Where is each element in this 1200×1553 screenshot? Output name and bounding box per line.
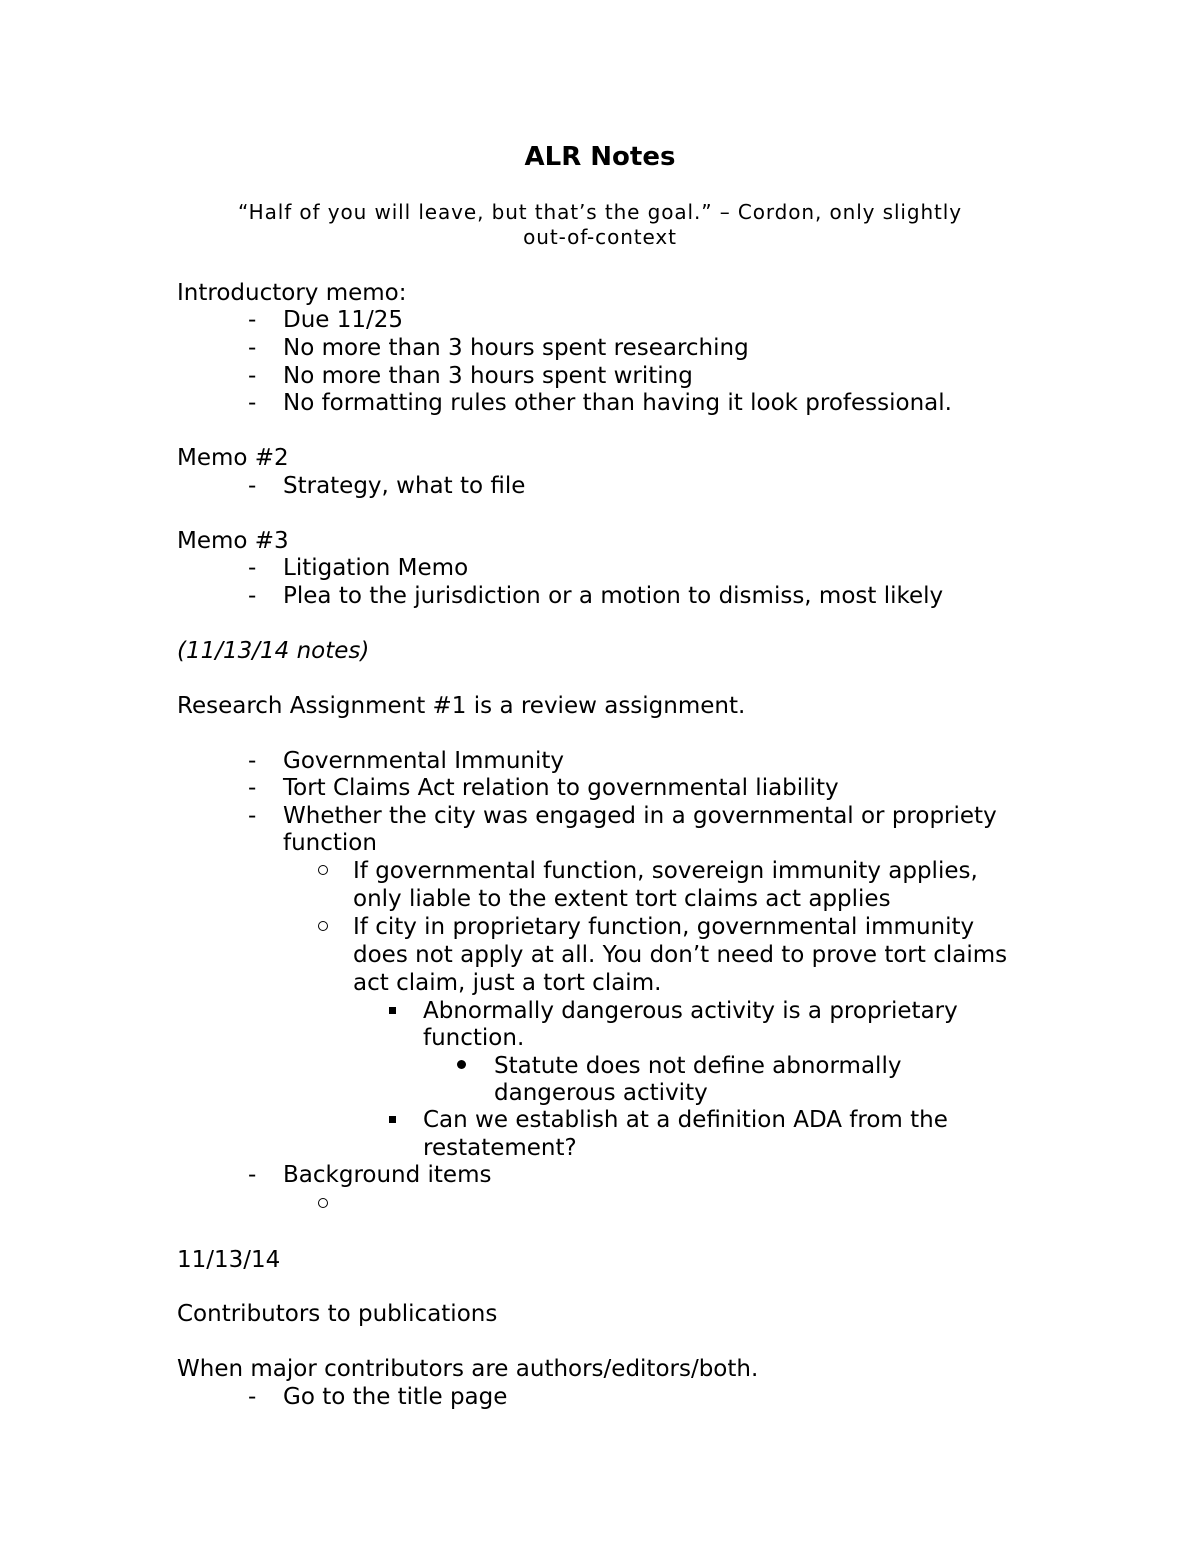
circle-bullet-icon (318, 1198, 328, 1208)
dot-bullet-icon (457, 1060, 466, 1069)
document-page: ALR Notes “Half of you will leave, but that’s the goal.” – Cordon, only slightly out-of-context Introductory memo: - Due 11/25 - No more than 3 hours spent researching - No more than 3 hours spent writing - No formatting rules other than having it look professional. Memo #2 - Strategy, what to file Memo #3 - Litigation Memo - Plea to the jurisdiction or a motion to dismiss, most likely (11/13/14 notes) Research Assignment #1 is a review assignment. - Governmental Immunity - Tort Claims Act relation to governmental liability - Whether the city was engaged in a governmental or propriety function If governmental function, sovereign immunity applies, only liable to the extent tort claims act applies If city in proprietary function, governmental immunity does not apply at all. You don’t need to prove tort claims act claim, just a tort claim. Abnormally dangerous activity is a proprietary function. Statute does not define abnormally dangerous activity Can we establish at a definition ADA from the restatement? - Background items 11/13/14 Contributors to publications When major contributors are authors/editors/both. - Go to the title page (0, 0, 1200, 1553)
dash-marker: - (248, 748, 257, 774)
circle-bullet-icon (318, 921, 328, 931)
dash-marker: - (248, 803, 257, 829)
dash-marker: - (248, 363, 257, 389)
dash-marker: - (248, 307, 257, 333)
dash-marker: - (248, 1384, 257, 1410)
dash-marker: - (248, 583, 257, 609)
quote-line-2: out-of-context (523, 225, 677, 249)
square-bullet-icon (389, 1007, 396, 1014)
dash-marker: - (248, 390, 257, 416)
dash-marker: - (248, 1162, 257, 1188)
circle-bullet-icon (318, 865, 328, 875)
page-title: ALR Notes (524, 142, 676, 172)
dash-marker: - (248, 775, 257, 801)
dash-marker: - (248, 473, 257, 499)
square-bullet-icon (389, 1116, 396, 1123)
dash-marker: - (248, 555, 257, 581)
dash-marker: - (248, 335, 257, 361)
quote-line-1: “Half of you will leave, but that’s the goal.” – Cordon, only slightly (238, 200, 962, 224)
